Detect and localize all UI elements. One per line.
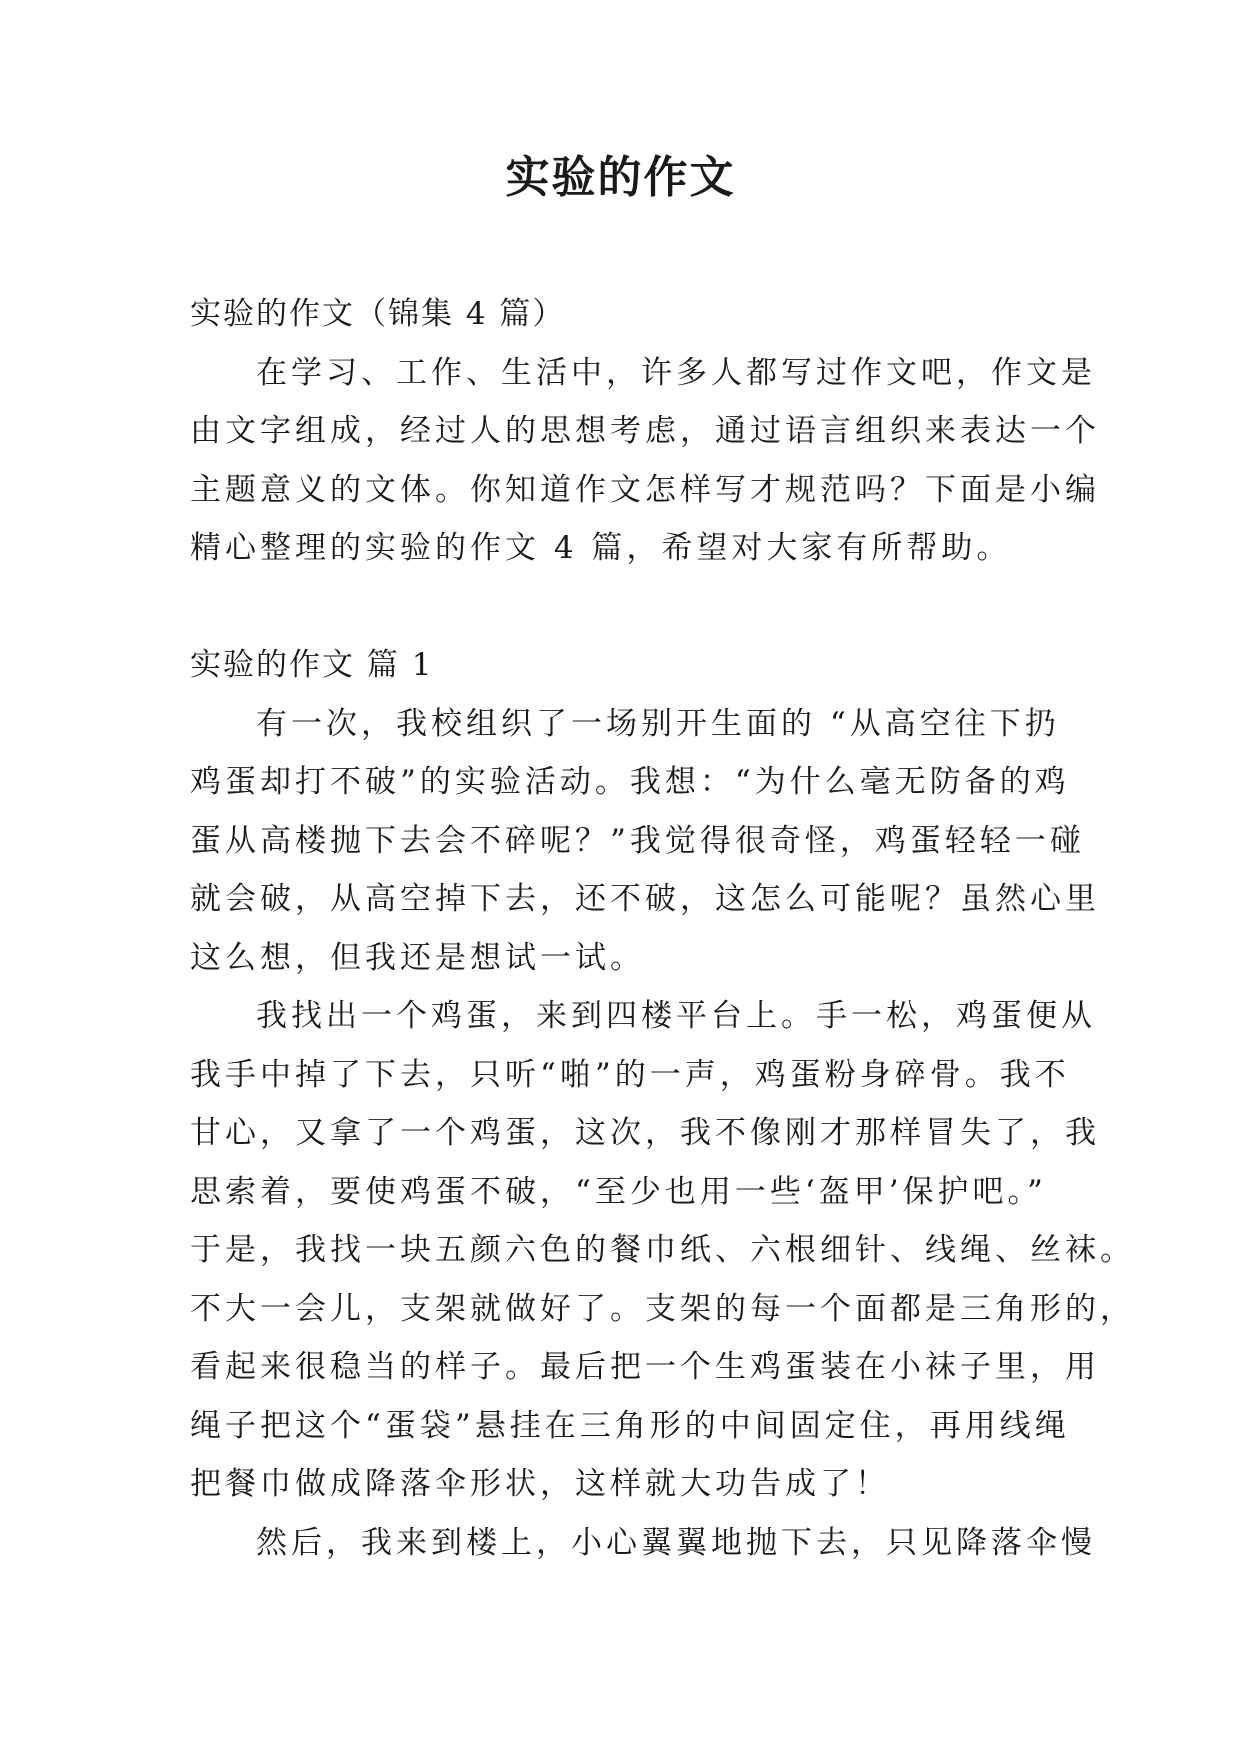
paragraph-line: 我手中掉了下去，只听“啪”的一声，鸡蛋粉身碎骨。我不 bbox=[190, 1056, 1070, 1093]
paragraph-line: 绳子把这个“蛋袋”悬挂在三角形的中间固定住，再用线绳 bbox=[190, 1407, 1070, 1444]
paragraph-line: 我找出一个鸡蛋，来到四楼平台上。手一松，鸡蛋便从 bbox=[256, 998, 1096, 1034]
intro-paragraph bbox=[190, 344, 1100, 578]
paragraph-line: 由文字组成，经过人的思想考虑，通过语言组织来表达一个 bbox=[190, 413, 1100, 449]
paragraph-line: 在学习、工作、生活中，许多人都写过作文吧，作文是 bbox=[256, 354, 1096, 391]
paragraph-line: 于是，我找一块五颜六色的餐巾纸、六根细针、线绳、丝袜。 bbox=[190, 1232, 1135, 1268]
paragraph-line: 鸡蛋却打不破”的实验活动。我想：“为什么毫无防备的鸡 bbox=[190, 764, 1070, 800]
document-body bbox=[190, 285, 1135, 1572]
document-title: 实验的作文 bbox=[505, 152, 736, 203]
section1-paragraph-2 bbox=[190, 987, 1135, 1514]
paragraph-line: 就会破，从高空掉下去，还不破，这怎么可能呢？虽然心里 bbox=[190, 881, 1100, 917]
paragraph-line: 然后，我来到楼上，小心翼翼地抛下去，只见降落伞慢 bbox=[256, 1524, 1096, 1561]
section-heading: 实验的作文 篇 1 bbox=[190, 647, 434, 683]
section-spacer bbox=[190, 578, 1060, 637]
paragraph-line: 有一次，我校组织了一场别开生面的 “从高空往下扔 bbox=[256, 705, 1060, 742]
paragraph-line: 甘心，又拿了一个鸡蛋，这次，我不像刚才那样冒失了，我 bbox=[190, 1115, 1100, 1151]
paragraph-line: 这么想，但我还是想试一试。 bbox=[190, 939, 645, 976]
paragraph-line: 看起来很稳当的样子。最后把一个生鸡蛋装在小袜子里，用 bbox=[190, 1349, 1100, 1385]
paragraph-line: 蛋从高楼抛下去会不碎呢？”我觉得很奇怪，鸡蛋轻轻一碰 bbox=[190, 822, 1085, 859]
paragraph-line: 主题意义的文体。你知道作文怎样写才规范吗？下面是小编 bbox=[190, 471, 1100, 508]
section1-paragraph-1 bbox=[190, 695, 1100, 988]
paragraph-line: 精心整理的实验的作文 4 篇，希望对大家有所帮助。 bbox=[190, 530, 1012, 566]
section1-paragraph-3 bbox=[190, 1514, 1096, 1573]
intro-heading: 实验的作文（锦集 4 篇） bbox=[190, 296, 566, 332]
paragraph-line: 不大一会儿，支架就做好了。支架的每一个面都是三角形的， bbox=[190, 1290, 1135, 1327]
paragraph-line: 把餐巾做成降落伞形状，这样就大功告成了！ bbox=[190, 1466, 890, 1502]
paragraph-line: 思索着，要使鸡蛋不破，“至少也用一些‘盔甲’保护吧。” bbox=[190, 1173, 1047, 1210]
